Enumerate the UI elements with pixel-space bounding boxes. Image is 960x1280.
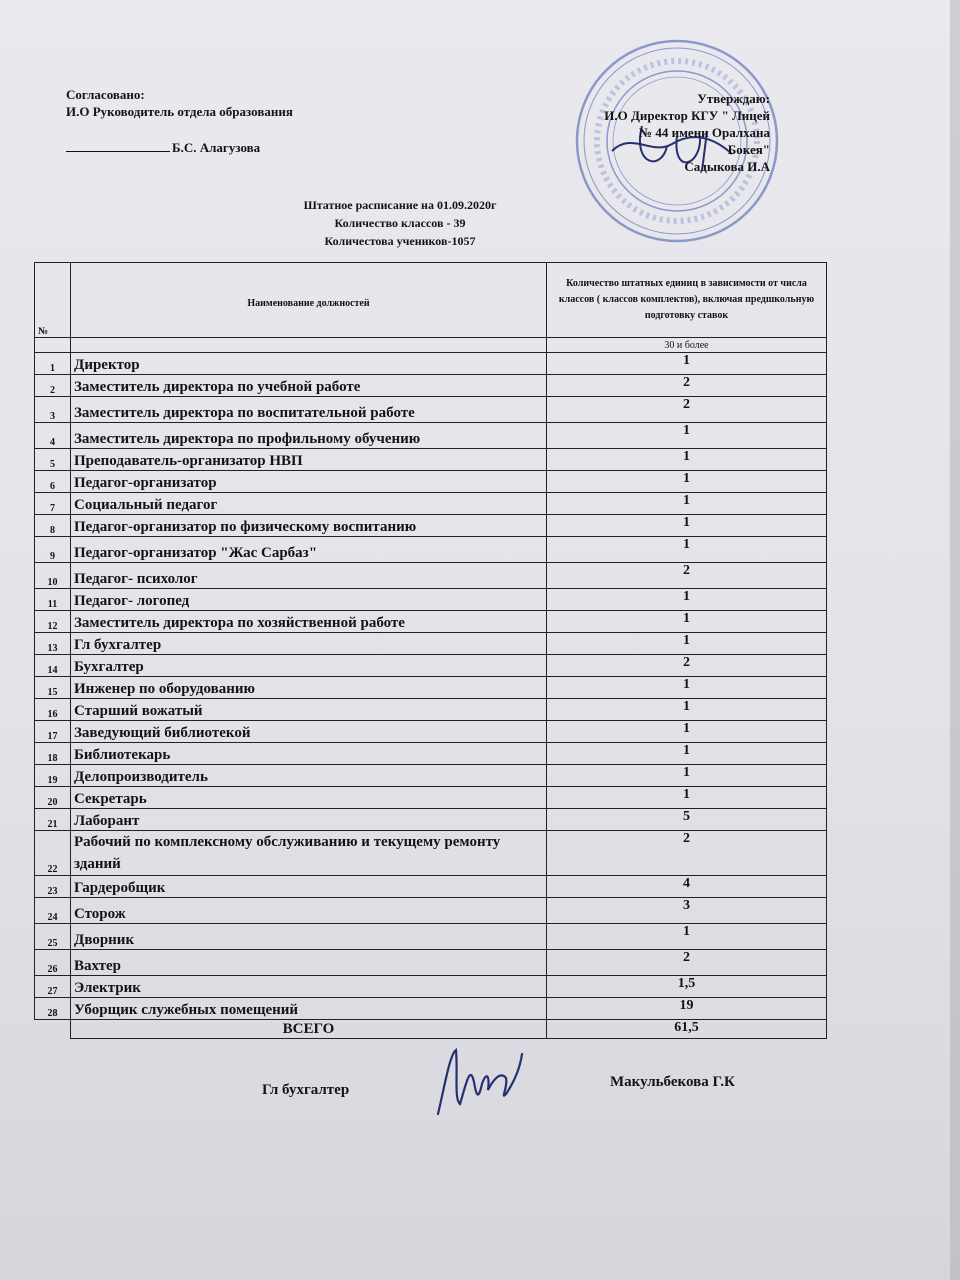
row-number: 23 (35, 876, 71, 898)
row-number: 22 (35, 831, 71, 876)
table-row (35, 471, 827, 493)
position-name: Библиотекарь (71, 743, 547, 765)
row-number: 10 (35, 563, 71, 589)
position-name: Уборщик служебных помещений (71, 998, 547, 1020)
table-subheader-row (35, 338, 827, 353)
approve-block (600, 90, 770, 175)
table-row (35, 787, 827, 809)
total-label: ВСЕГО (71, 1020, 547, 1039)
table-row (35, 898, 827, 924)
position-count: 1 (547, 589, 827, 611)
subheader-empty-cell (71, 338, 547, 353)
position-name: Бухгалтер (71, 655, 547, 677)
row-number: 2 (35, 375, 71, 397)
position-count: 1 (547, 353, 827, 375)
position-name: Социальный педагог (71, 493, 547, 515)
title-line2: Количество классов - 39 (334, 216, 466, 230)
position-count: 1 (547, 449, 827, 471)
position-name: Электрик (71, 976, 547, 998)
table-row (35, 375, 827, 397)
table-row (35, 633, 827, 655)
position-name: Инженер по оборудованию (71, 677, 547, 699)
position-count: 1 (547, 721, 827, 743)
footer-role: Гл бухгалтер (262, 1082, 350, 1098)
position-name: Гардеробщик (71, 876, 547, 898)
row-number: 15 (35, 677, 71, 699)
row-number: 24 (35, 898, 71, 924)
position-count: 1 (547, 743, 827, 765)
position-name: Рабочий по комплексному обслуживанию и текущему ремонту зданий (71, 831, 547, 876)
title-line1: Штатное расписание на 01.09.2020г (303, 198, 497, 212)
page-edge (950, 0, 960, 1280)
table-row (35, 699, 827, 721)
position-count: 1 (547, 787, 827, 809)
position-count: 1 (547, 423, 827, 449)
table-row (35, 998, 827, 1020)
row-number: 17 (35, 721, 71, 743)
position-count: 4 (547, 876, 827, 898)
row-number: 5 (35, 449, 71, 471)
position-name: Старший вожатый (71, 699, 547, 721)
header-count: Количество штатных единиц в зависимости от числа классов ( классов комплектов), включая предшкольную подготовку ставок (547, 263, 827, 338)
row-number: 19 (35, 765, 71, 787)
table-row (35, 493, 827, 515)
title-line3: Количестова учеников-1057 (324, 234, 476, 248)
position-name: Секретарь (71, 787, 547, 809)
row-number: 1 (35, 353, 71, 375)
table-row (35, 589, 827, 611)
position-count: 1 (547, 611, 827, 633)
position-name: Педагог-организатор (71, 471, 547, 493)
position-name: Педагог-организатор по физическому воспитанию (71, 515, 547, 537)
position-count: 1 (547, 515, 827, 537)
table-row (35, 765, 827, 787)
position-name: Преподаватель-организатор НВП (71, 449, 547, 471)
position-count: 2 (547, 831, 827, 876)
table-row (35, 449, 827, 471)
position-count: 1 (547, 633, 827, 655)
position-name: Делопроизводитель (71, 765, 547, 787)
row-number: 27 (35, 976, 71, 998)
row-number: 18 (35, 743, 71, 765)
position-count: 1,5 (547, 976, 827, 998)
position-count: 2 (547, 375, 827, 397)
row-number: 11 (35, 589, 71, 611)
position-count: 1 (547, 493, 827, 515)
row-number: 26 (35, 950, 71, 976)
row-number: 7 (35, 493, 71, 515)
position-count: 1 (547, 699, 827, 721)
row-number: 25 (35, 924, 71, 950)
table-total-row (35, 1020, 827, 1039)
row-number: 9 (35, 537, 71, 563)
row-number: 20 (35, 787, 71, 809)
table-header-row (35, 263, 827, 338)
position-name: Заведующий библиотекой (71, 721, 547, 743)
signature-underline (66, 139, 170, 152)
agreed-block (66, 86, 293, 156)
approve-role-line2: № 44 имени Оралхана Бокея" (639, 125, 770, 157)
position-name: Гл бухгалтер (71, 633, 547, 655)
row-number: 21 (35, 809, 71, 831)
table-row (35, 515, 827, 537)
table-row (35, 397, 827, 423)
position-name: Дворник (71, 924, 547, 950)
subheader-empty-cell (35, 338, 71, 353)
table-row (35, 611, 827, 633)
table-row (35, 950, 827, 976)
table-row (35, 876, 827, 898)
position-name: Лаборант (71, 809, 547, 831)
table-row (35, 423, 827, 449)
position-name: Педагог- психолог (71, 563, 547, 589)
subheader-range: 30 и более (547, 338, 827, 353)
table-row (35, 831, 827, 876)
header-position: Наименование должностей (71, 263, 547, 338)
position-count: 2 (547, 950, 827, 976)
staff-table (34, 262, 827, 1039)
position-count: 1 (547, 537, 827, 563)
position-count: 5 (547, 809, 827, 831)
header-num: № (35, 263, 71, 338)
agreed-signature-line (66, 139, 293, 156)
table-row (35, 976, 827, 998)
table-row (35, 353, 827, 375)
footer-name: Макульбекова Г.К (610, 1074, 735, 1090)
position-count: 2 (547, 563, 827, 589)
row-number: 13 (35, 633, 71, 655)
row-number: 14 (35, 655, 71, 677)
row-number: 16 (35, 699, 71, 721)
row-number: 8 (35, 515, 71, 537)
table-row (35, 809, 827, 831)
agreed-name: Б.С. Алагузова (172, 140, 261, 155)
accountant-signature (430, 1044, 530, 1124)
document-title (240, 196, 560, 250)
position-count: 2 (547, 655, 827, 677)
position-name: Вахтер (71, 950, 547, 976)
position-name: Заместитель директора по профильному обучению (71, 423, 547, 449)
table-row (35, 924, 827, 950)
approve-role-line1: И.О Директор КГУ " Лицей (604, 108, 770, 123)
position-name: Заместитель директора по хозяйственной работе (71, 611, 547, 633)
table-row (35, 743, 827, 765)
agreed-label: Согласовано: (66, 87, 145, 102)
position-count: 1 (547, 924, 827, 950)
position-name: Заместитель директора по воспитательной работе (71, 397, 547, 423)
total-empty-cell (35, 1020, 71, 1039)
position-count: 1 (547, 471, 827, 493)
approve-name: Садыкова И.А (684, 159, 770, 174)
table-row (35, 537, 827, 563)
position-name: Сторож (71, 898, 547, 924)
position-name: Педагог- логопед (71, 589, 547, 611)
table-row (35, 721, 827, 743)
table-row (35, 655, 827, 677)
agreed-role: И.О Руководитель отдела образования (66, 104, 293, 119)
position-count: 19 (547, 998, 827, 1020)
position-count: 3 (547, 898, 827, 924)
approve-label: Утверждаю: (697, 91, 770, 106)
table-row (35, 563, 827, 589)
position-name: Педагог-организатор "Жас Сарбаз" (71, 537, 547, 563)
position-name: Заместитель директора по учебной работе (71, 375, 547, 397)
table-row (35, 677, 827, 699)
row-number: 12 (35, 611, 71, 633)
position-count: 1 (547, 677, 827, 699)
row-number: 28 (35, 998, 71, 1020)
row-number: 6 (35, 471, 71, 493)
row-number: 3 (35, 397, 71, 423)
position-name: Директор (71, 353, 547, 375)
position-count: 1 (547, 765, 827, 787)
position-count: 2 (547, 397, 827, 423)
total-value: 61,5 (547, 1020, 827, 1039)
row-number: 4 (35, 423, 71, 449)
